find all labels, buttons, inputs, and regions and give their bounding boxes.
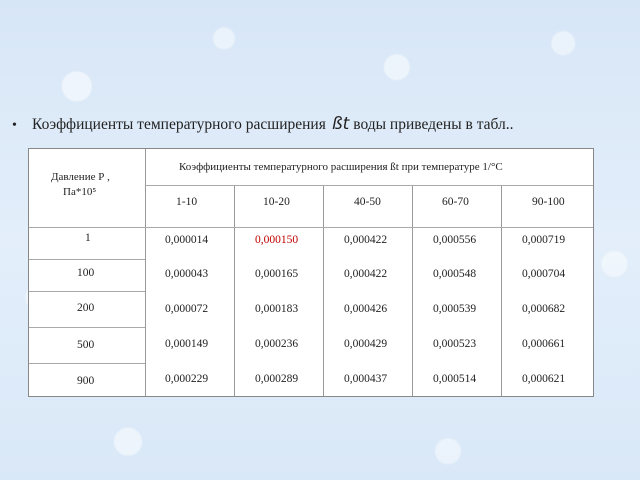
grid-line <box>501 185 502 396</box>
column-header: 40-50 <box>354 196 381 208</box>
grid-line <box>29 291 145 292</box>
column-header: 1-10 <box>176 196 198 208</box>
value-cell: 0,000539 <box>433 303 477 315</box>
value-cell: 0,000548 <box>433 268 477 280</box>
value-cell: 0,000014 <box>165 234 209 246</box>
value-cell: 0,000229 <box>165 373 209 385</box>
value-cell: 0,000661 <box>522 338 566 350</box>
value-cell: 0,000072 <box>165 303 209 315</box>
slide-heading <box>12 114 514 134</box>
grid-line <box>234 185 235 396</box>
value-cell: 0,000514 <box>433 373 477 385</box>
pressure-label: 900 <box>77 375 95 387</box>
pressure-label: 100 <box>77 267 95 279</box>
value-cell-highlight: 0,000150 <box>255 234 299 246</box>
value-cell: 0,000704 <box>522 268 566 280</box>
value-cell: 0,000236 <box>255 338 299 350</box>
heading-text-after: воды приведены в табл.. <box>353 116 514 133</box>
column-header: 60-70 <box>442 196 469 208</box>
column-header: 90-100 <box>532 196 565 208</box>
grid-line <box>145 185 593 186</box>
value-cell: 0,000523 <box>433 338 477 350</box>
grid-line <box>412 185 413 396</box>
heading-text-before: Коэффициенты температурного расширения <box>32 116 326 133</box>
value-cell: 0,000289 <box>255 373 299 385</box>
value-cell: 0,000149 <box>165 338 209 350</box>
value-cell: 0,000422 <box>344 234 388 246</box>
value-cell: 0,000556 <box>433 234 477 246</box>
expansion-table <box>28 148 594 397</box>
value-cell: 0,000437 <box>344 373 388 385</box>
pressure-header-label: Давление Р , <box>51 171 110 183</box>
value-cell: 0,000183 <box>255 303 299 315</box>
pressure-label: 1 <box>85 232 91 244</box>
grid-line <box>29 363 145 364</box>
pressure-label: 500 <box>77 339 95 351</box>
grid-line <box>145 149 146 396</box>
value-cell: 0,000682 <box>522 303 566 315</box>
group-header: Коэффициенты температурного расширения ßt при температуре 1/°С <box>179 161 503 173</box>
grid-line <box>29 327 145 328</box>
value-cell: 0,000165 <box>255 268 299 280</box>
value-cell: 0,000719 <box>522 234 566 246</box>
value-cell: 0,000043 <box>165 268 209 280</box>
grid-line <box>323 185 324 396</box>
value-cell: 0,000621 <box>522 373 566 385</box>
grid-line <box>29 259 145 260</box>
bullet-icon: • <box>12 118 17 133</box>
column-header: 10-20 <box>263 196 290 208</box>
pressure-header-unit: Па*10⁵ <box>63 186 97 198</box>
pressure-label: 200 <box>77 302 95 314</box>
pressure-header <box>29 149 145 227</box>
beta-symbol: ßt <box>331 114 350 134</box>
grid-line <box>29 227 593 228</box>
value-cell: 0,000429 <box>344 338 388 350</box>
value-cell: 0,000426 <box>344 303 388 315</box>
value-cell: 0,000422 <box>344 268 388 280</box>
